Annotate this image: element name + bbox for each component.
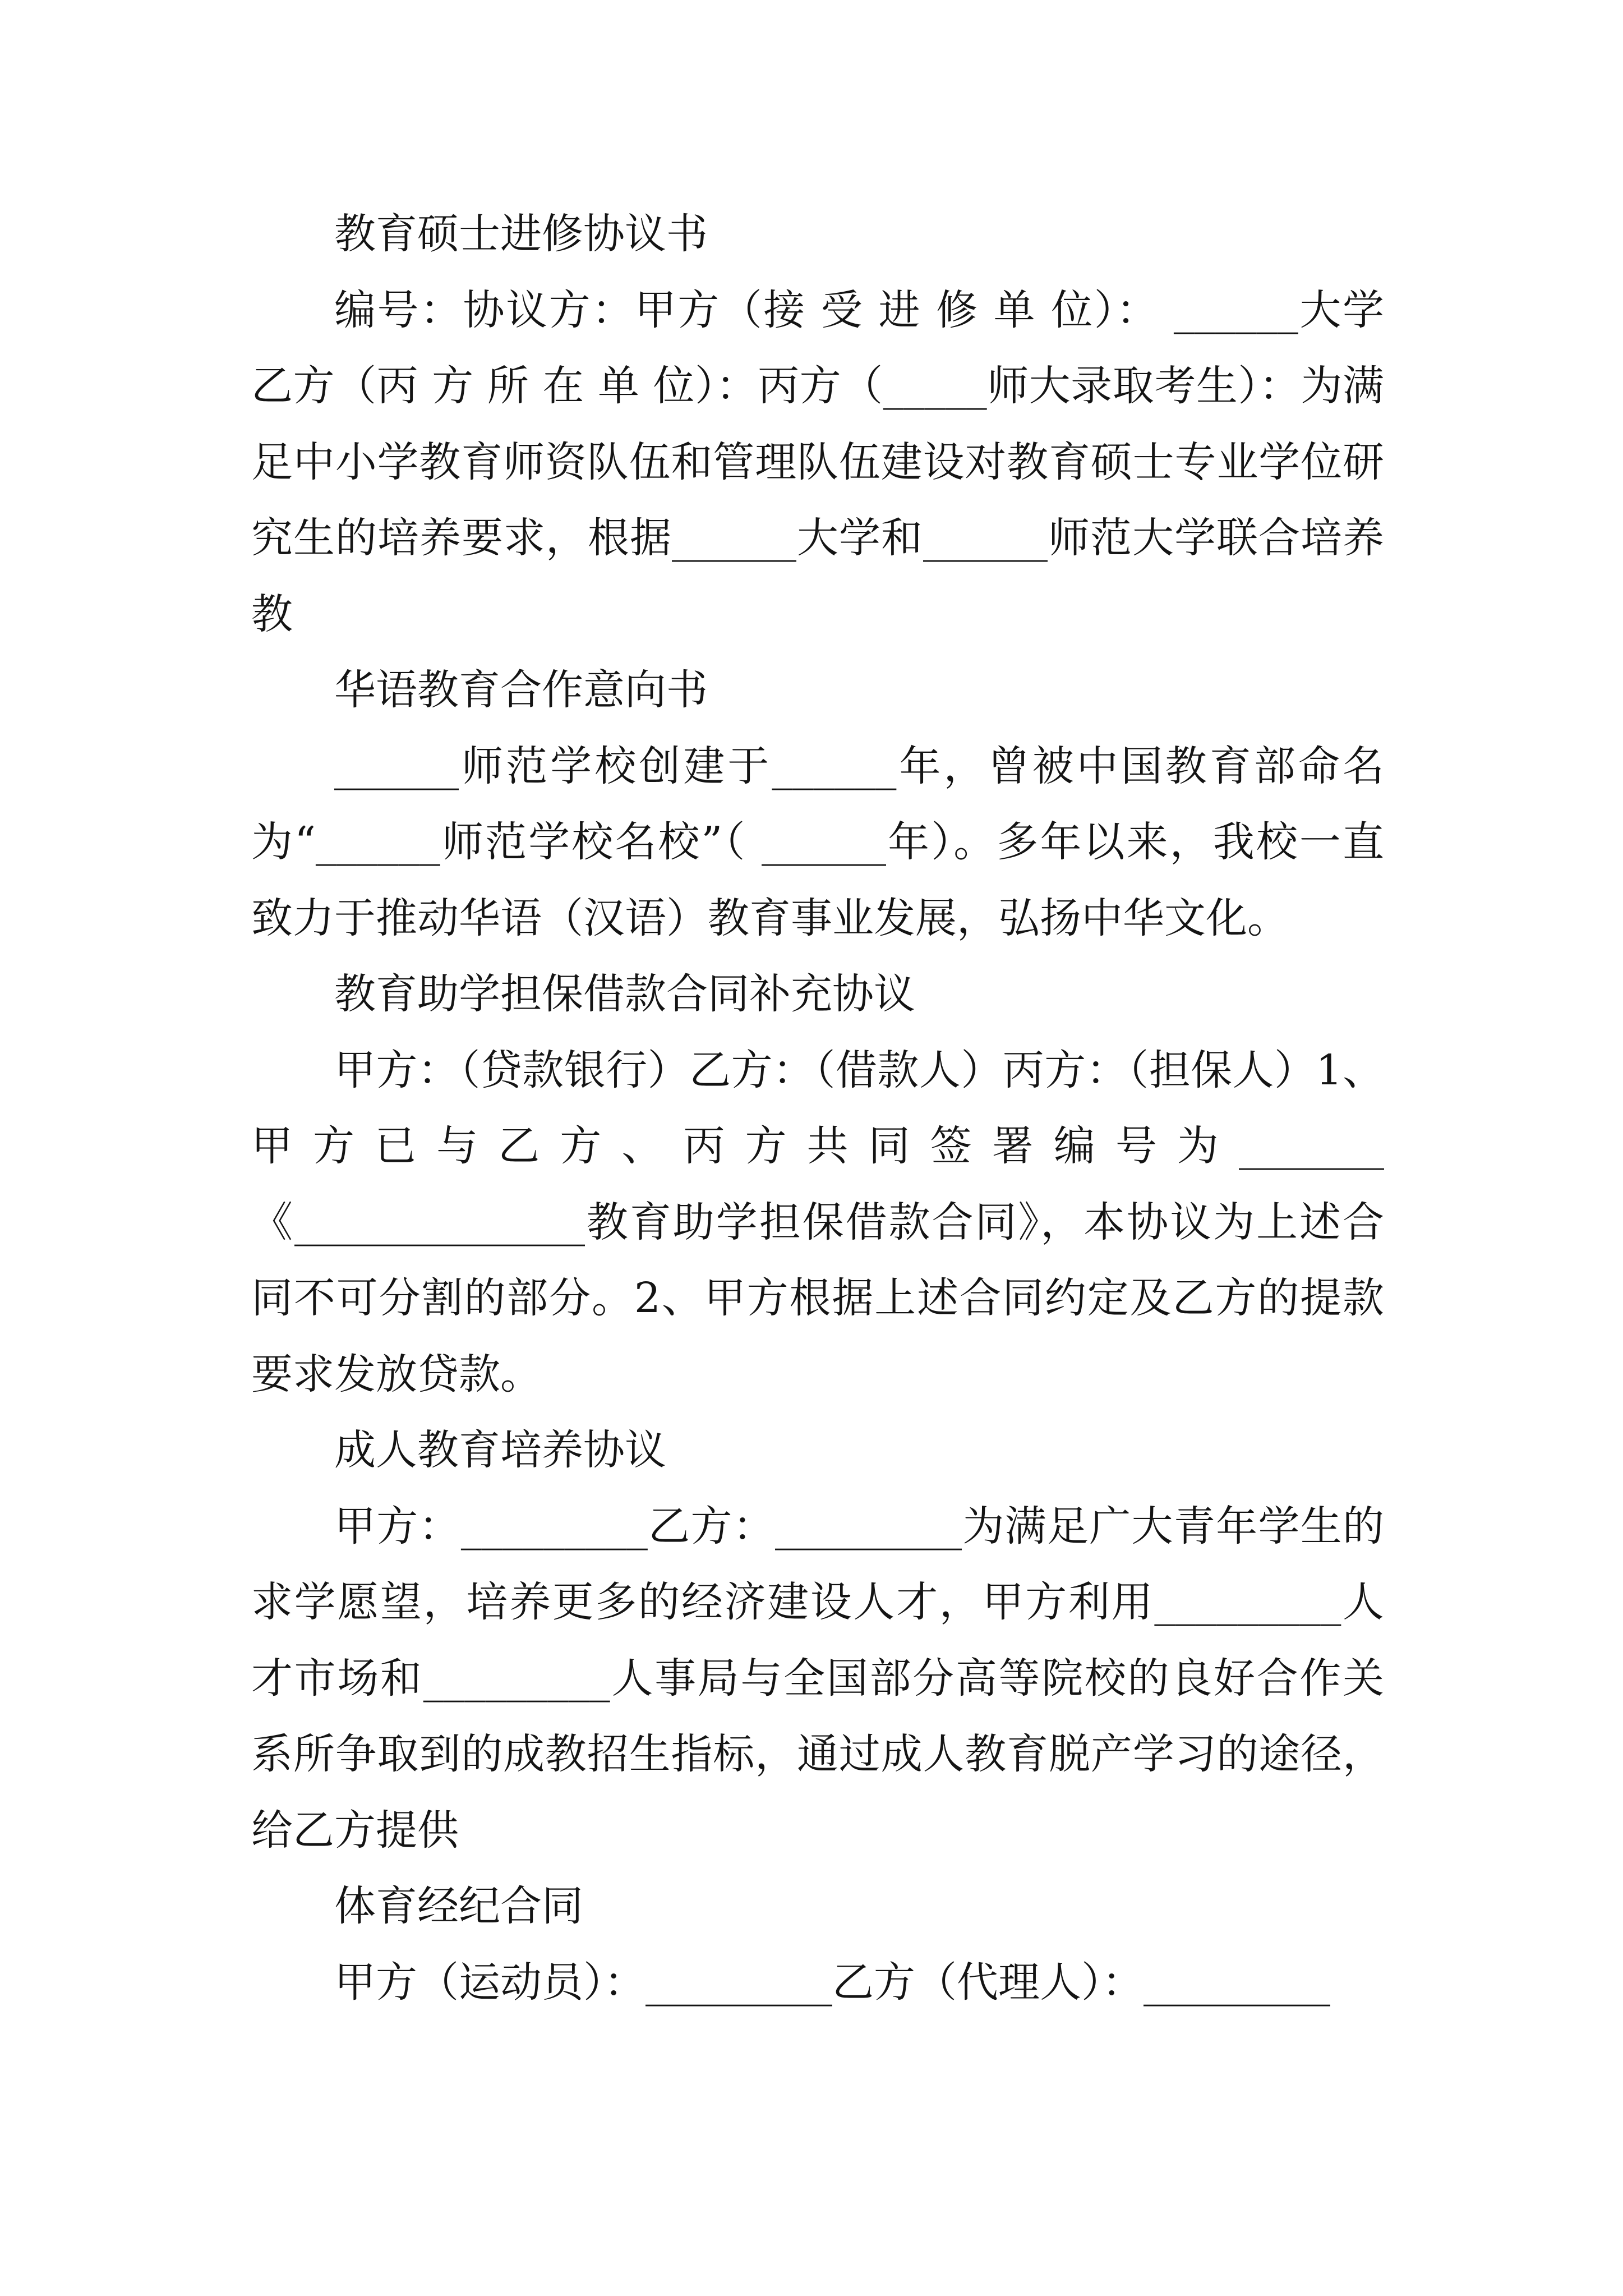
paragraph-adult-education-agreement: 甲方：_________乙方：_________为满足广大青年学生的求学愿望，培养更多的经济建设人才，甲方利用_________人才市场和_________人事局与全国部分高等院校的良好合作关系所争取到的成教招生指标，通过成人教育脱产学习的途径，给乙方提供 [251, 1502, 1384, 1855]
paragraph-chinese-education-cooperation: ______师范学校创建于______年，曾被中国教育部命名为“______师范学校名校”（ ______年）。多年以来，我校一直致力于推动华语（汉语）教育事业发展，弘扬中华文化。 [251, 742, 1384, 942]
document-body [251, 196, 1384, 2021]
paragraph-education-master-agreement: 编号：协议方：甲方（接 受 进 修 单 位）： ______大学乙方（丙 方 所 在 单 位）：丙方（_____师大录取考生）：为满足中小学教育师资队伍和管理队伍建设对教育硕士专业学位研究生的培养要求，根据______大学和______师范大学联合培养教 [251, 286, 1384, 638]
heading-sports-agency-contract: 体育经纪合同 [334, 1882, 583, 1930]
heading-student-loan-supplement: 教育助学担保借款合同补充协议 [334, 970, 915, 1018]
heading-adult-education-agreement: 成人教育培养协议 [334, 1426, 666, 1474]
heading-chinese-education-cooperation: 华语教育合作意向书 [334, 666, 708, 714]
heading-education-master-agreement: 教育硕士进修协议书 [334, 210, 708, 258]
paragraph-student-loan-supplement: 甲方：（贷款银行）乙方：（借款人）丙方：（担保人）1、甲方已与乙方、丙方共同签署编号为_______《______________教育助学担保借款合同》，本协议为上述合同不可分割的部分。2、甲方根据上述合同约定及乙方的提款要求发放贷款。 [251, 1046, 1384, 1398]
paragraph-sports-agency-contract: 甲方（运动员）：_________乙方（代理人）：_________ [334, 1958, 1330, 2007]
